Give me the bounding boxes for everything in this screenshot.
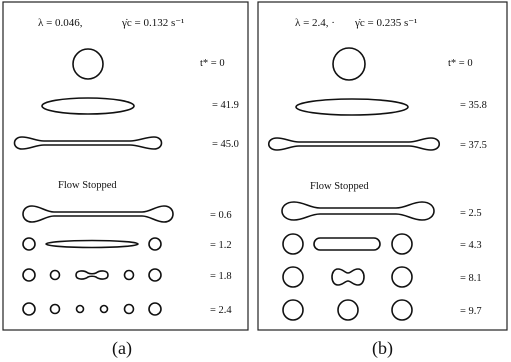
panel-b-stop-time-0: = 2.5 [460, 208, 482, 219]
panel-a-droplet [149, 303, 161, 315]
panel-b-stop-time-2: = 8.1 [460, 273, 482, 284]
panel-b-droplet [392, 234, 412, 254]
panel-b-drop-stretched [296, 99, 408, 115]
panel-b-relax-row-4 [283, 300, 412, 320]
panel-b-relax-thread [282, 202, 434, 220]
panel-b-shear-rate: γ̇c = 0.235 s⁻¹ [355, 17, 418, 29]
panel-a-flow-stopped: Flow Stopped [58, 180, 117, 191]
panel-a-drop-thread [15, 137, 162, 149]
panel-b-droplet [283, 300, 303, 320]
panel-b-droplet [283, 267, 303, 287]
panel-b-drop-initial [333, 48, 365, 80]
panel-b-drop-thread [269, 138, 440, 150]
panel-b-stop-time-1: = 4.3 [460, 240, 482, 251]
panel-a-droplet [125, 271, 134, 280]
panel-a-time-0: t* = 0 [200, 58, 225, 69]
panel-b-relax-row-2 [283, 234, 412, 254]
panel-a-droplet [51, 271, 60, 280]
panel-a-relax-row-3 [23, 269, 161, 281]
panel-b-droplet [283, 234, 303, 254]
panel-a-droplet [23, 303, 35, 315]
panel-b-caption: (b) [372, 338, 393, 358]
panel-b-flow-stopped: Flow Stopped [310, 181, 369, 192]
panel-a-drop-stretched [42, 98, 134, 114]
panel-a-droplet [23, 269, 35, 281]
panel-b-necking-fragment [332, 269, 364, 285]
panel-a-relax-row-2 [23, 238, 161, 250]
panel-b-time-0: t* = 0 [448, 58, 473, 69]
panel-b-droplet [392, 300, 412, 320]
panel-b [258, 2, 507, 359]
panel-b-droplet [392, 267, 412, 287]
panel-b-droplet [338, 300, 358, 320]
panel-a-drop-initial [73, 49, 103, 79]
panel-a-droplet [149, 269, 161, 281]
panel-a-droplet [101, 306, 108, 313]
panel-a-thread-segment [46, 241, 138, 248]
panel-a-shear-rate: γ̇c = 0.132 s⁻¹ [122, 17, 185, 29]
panel-a-stop-time-2: = 1.8 [210, 271, 232, 282]
panel-a-stop-time-1: = 1.2 [210, 240, 232, 251]
panel-a-time-1: = 41.9 [212, 100, 239, 111]
panel-a-droplet [149, 238, 161, 250]
panel-b-stop-time-3: = 9.7 [460, 306, 482, 317]
panel-a [3, 2, 248, 359]
panel-b-time-2: = 37.5 [460, 140, 487, 151]
panel-b-relax-row-3 [283, 267, 412, 287]
panel-b-time-1: = 35.8 [460, 100, 487, 111]
panel-a-stop-time-0: = 0.6 [210, 210, 232, 221]
panel-a-relax-row-4 [23, 303, 161, 315]
panel-a-necking-fragment [76, 271, 108, 279]
panel-a-droplet [23, 238, 35, 250]
panel-a-droplet [51, 305, 60, 314]
panel-a-lambda: λ = 0.046, [38, 17, 83, 29]
panel-b-thread-segment [314, 238, 380, 250]
panel-a-droplet [125, 305, 134, 314]
panel-a-relax-thread [23, 206, 173, 222]
panel-a-caption: (a) [112, 338, 132, 358]
panel-a-droplet [77, 306, 84, 313]
panel-a-time-2: = 45.0 [212, 139, 239, 150]
panel-b-lambda: λ = 2.4, · [295, 17, 335, 29]
panel-a-stop-time-3: = 2.4 [210, 305, 232, 316]
